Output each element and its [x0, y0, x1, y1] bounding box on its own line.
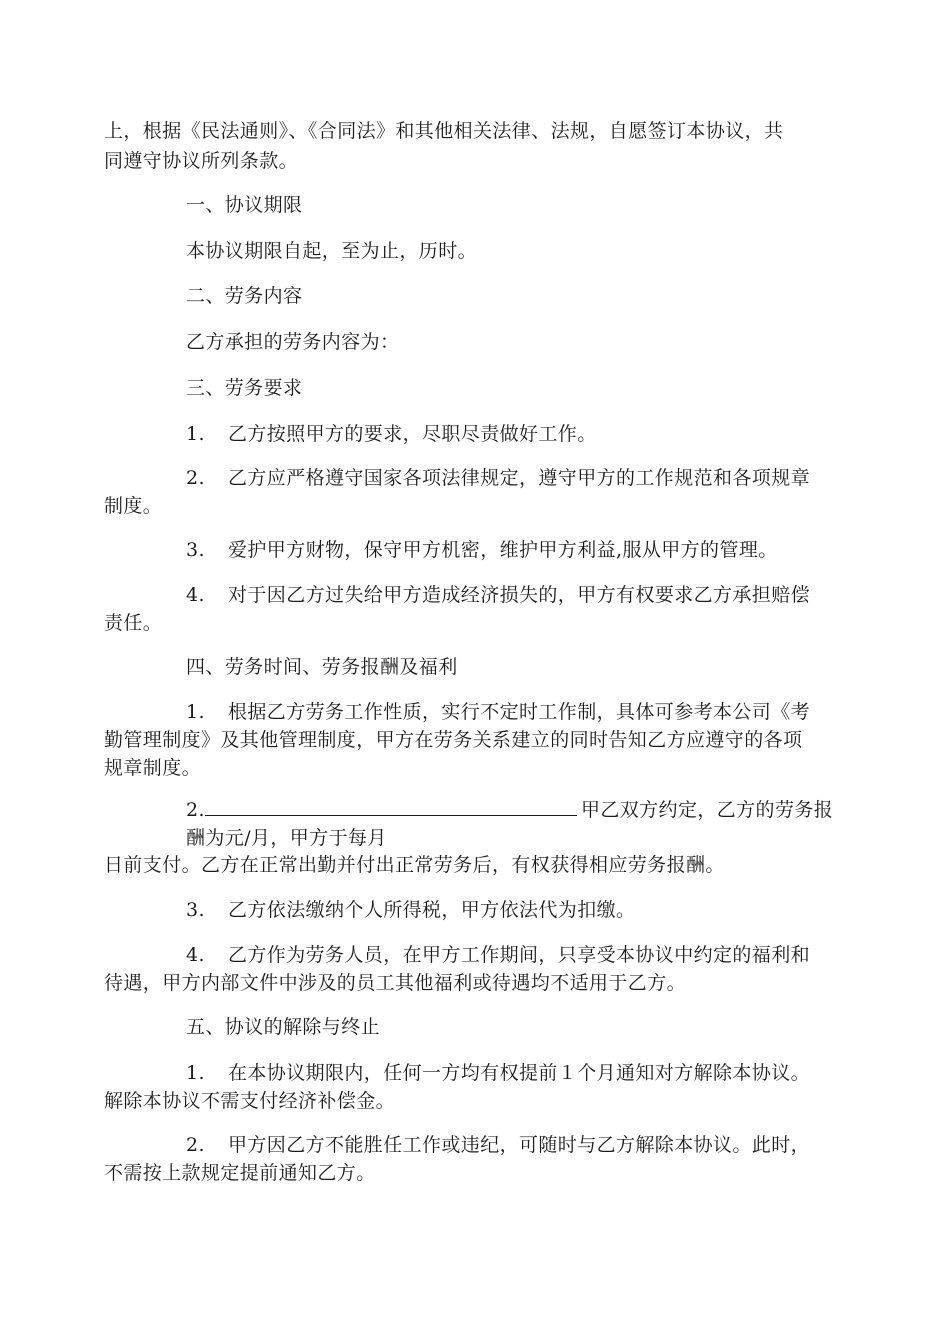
item-text: 乙方应严格遵守国家各项法律规定，遵守甲方的工作规范和各项规章	[228, 467, 811, 489]
item-text: 乙方依法缴纳个人所得税，甲方依法代为扣缴。	[228, 899, 636, 921]
list-item	[186, 897, 635, 923]
list-item	[186, 465, 810, 491]
item-continuation: 日前支付。乙方在正常出勤并付出正常劳务后，有权获得相应劳务报酬。	[104, 854, 725, 876]
fill-in-blank	[205, 797, 577, 816]
item-text: 在本协议期限内，任何一方均有权提前１个月通知对方解除本协议。	[228, 1062, 811, 1084]
item-number: 2.	[186, 799, 205, 821]
item-continuation: 解除本协议不需支付经济补偿金。	[104, 1090, 396, 1112]
list-item	[186, 537, 778, 563]
item-text: 乙方按照甲方的要求，尽职尽责做好工作。	[228, 423, 597, 445]
item-text: 甲乙双方约定，乙方的劳务报	[580, 799, 834, 821]
section-heading: 四、劳务时间、劳务报酬及福利	[186, 656, 458, 678]
paragraph: 本协议期限自起，至为止，历时。	[186, 240, 478, 262]
item-number: 1.	[186, 1062, 205, 1084]
item-text: 根据乙方劳务工作性质，实行不定时工作制，具体可参考本公司《考	[228, 701, 811, 723]
list-item	[186, 1060, 810, 1086]
item-text: 爱护甲方财物，保守甲方机密，维护甲方利益,服从甲方的管理。	[228, 539, 778, 561]
paragraph: 乙方承担的劳务内容为：	[186, 331, 400, 353]
item-number: 4.	[186, 584, 205, 606]
section-heading: 三、劳务要求	[186, 377, 303, 399]
list-item	[186, 699, 810, 725]
item-continuation: 勤管理制度》及其他管理制度，甲方在劳务关系建立的同时告知乙方应遵守的各项	[104, 729, 803, 751]
item-number: 2.	[186, 467, 205, 489]
item-text: 对于因乙方过失给甲方造成经济损失的，甲方有权要求乙方承担赔偿	[228, 584, 811, 606]
list-item	[186, 582, 810, 608]
item-continuation: 酬为元/月，甲方于每月	[186, 827, 387, 849]
item-continuation: 责任。	[104, 612, 163, 634]
section-heading: 五、协议的解除与终止	[186, 1016, 381, 1038]
item-continuation: 制度。	[104, 495, 163, 517]
section-heading: 二、劳务内容	[186, 285, 303, 307]
item-number: 2.	[186, 1134, 205, 1156]
intro-line: 上，根据《民法通则》、《合同法》和其他相关法律、法规，自愿签订本协议，共	[104, 120, 784, 142]
list-item	[186, 797, 833, 823]
item-number: 1.	[186, 701, 205, 723]
list-item	[186, 1132, 810, 1158]
item-number: 3.	[186, 899, 205, 921]
item-number: 4.	[186, 944, 205, 966]
list-item	[186, 421, 597, 447]
intro-line: 同遵守协议所列条款。	[104, 150, 299, 172]
item-continuation: 不需按上款规定提前通知乙方。	[104, 1162, 376, 1184]
item-number: 1.	[186, 423, 205, 445]
list-item	[186, 942, 810, 968]
item-continuation: 规章制度。	[104, 757, 202, 779]
item-number: 3.	[186, 539, 205, 561]
item-text: 甲方因乙方不能胜任工作或违纪，可随时与乙方解除本协议。此时，	[228, 1134, 811, 1156]
item-continuation: 待遇，甲方内部文件中涉及的员工其他福利或待遇均不适用于乙方。	[104, 972, 687, 994]
item-text: 乙方作为劳务人员，在甲方工作期间，只享受本协议中约定的福利和	[228, 944, 811, 966]
section-heading: 一、协议期限	[186, 194, 303, 216]
